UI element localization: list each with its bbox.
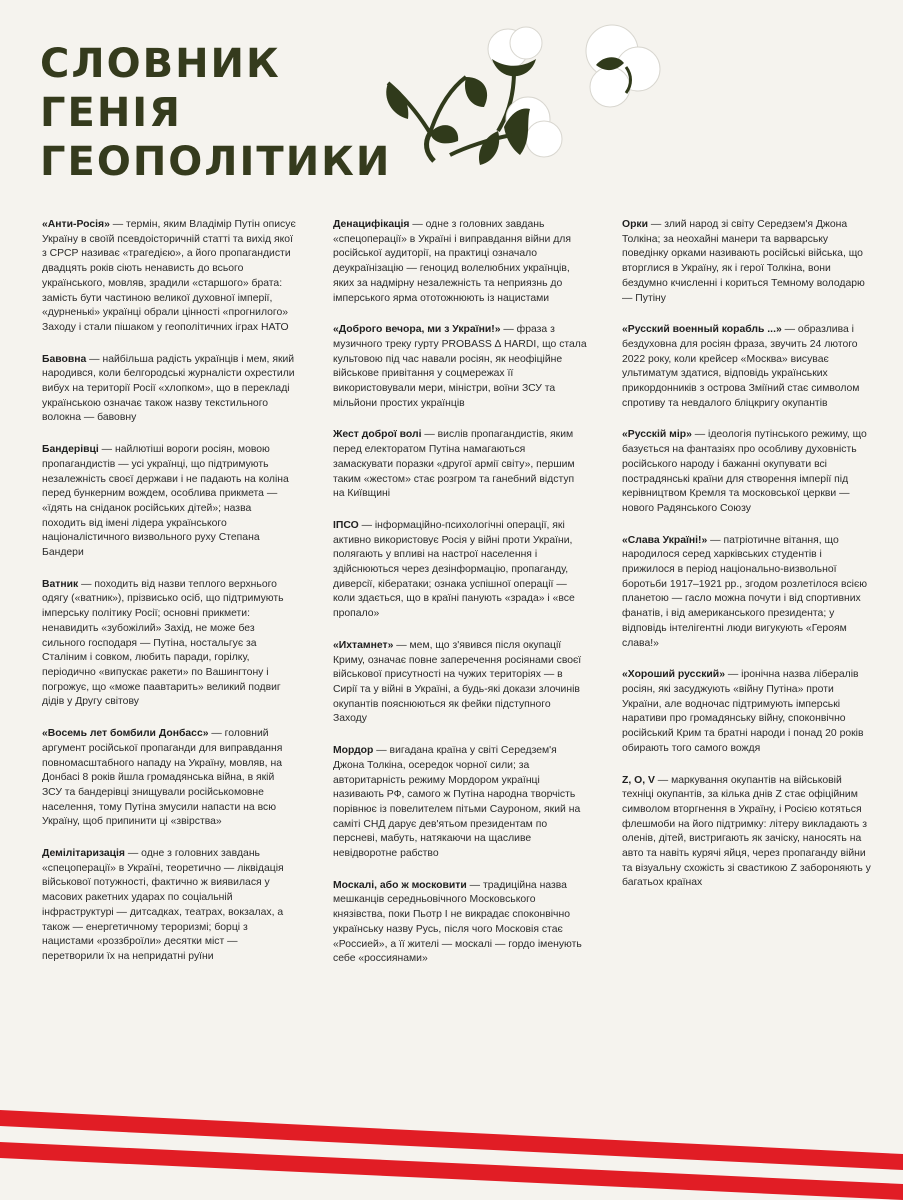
- glossary-entry: [42, 847, 296, 965]
- cotton-branch-left: [386, 77, 487, 161]
- glossary-entry: [42, 578, 296, 710]
- glossary-definition: — термін, яким Владімір Путін описує Україну в своїй псевдоісторичній статті та вихід якої з СРСР називає «трагедією», а його пропагандисти двадцять років сіють ненависть до всього українського, мовляв, зрадили «старшого» брата: замість бути частиною великої духовної імперії, «дурненькі» українці обрали цінності «прогнилого» Заходу і стали пішаком у геополітичних іграх НАТО: [42, 219, 296, 333]
- glossary-entry: [333, 218, 587, 306]
- title-line-1: СЛОВНИК: [40, 41, 281, 87]
- glossary-entry: [42, 727, 296, 830]
- glossary-term: Бавовна: [42, 353, 87, 365]
- glossary-term: «Хороший русский»: [622, 669, 725, 681]
- title-line-2: ГЕНІЯ: [40, 90, 182, 136]
- glossary-definition: — походить від назви теплого верхнього одягу («ватник»), прізвисько осіб, що підтримують імперську політику Росії; основні прикмети: ненавидить «зубожілий» Захід, не може без сильного господаря — Путіна, ностальгує за Сталіним і совком, любить паради, горілку, періодично «випускає ракети» по Вашингтону і погрожує, що «може паавтарить» великий подвиг дідів у Другу світову: [42, 578, 284, 708]
- glossary-definition: — іронічна назва лібералів росіян, які засуджують «війну Путіна» проти України, але водночас підтримують імперські наративи про громадянську війну, споконвічно російський Крим та братні народи і понад 20 років обирають того самого вождя: [622, 669, 864, 754]
- glossary-entry: [333, 428, 587, 502]
- glossary-term: Москалі, або ж московити: [333, 879, 467, 891]
- glossary-term: Ватник: [42, 578, 79, 590]
- glossary-term: Бандерівці: [42, 444, 99, 456]
- glossary-entry: [622, 323, 876, 411]
- glossary-term: Z, O, V: [622, 774, 655, 786]
- glossary-definition: — ідеологія путінського режиму, що базується на фантазіях про особливу духовність російського народу і бажанні окупувати всі пострадянські країни для створення імперії під керівництвом Кремля та московської церкви — нового Радянського Союзу: [622, 429, 867, 514]
- glossary-term: Орки: [622, 219, 649, 230]
- glossary-entry: [333, 323, 587, 411]
- cotton-boll-lower: [450, 97, 562, 157]
- red-stripes: [0, 1080, 903, 1200]
- glossary-definition: — традиційна назва мешканців середньовічного Московського князівства, поки Пьотр I не викрадає споконвічно українську назву Русь, після чого Московія стає «Россией», а її жителі — москалі — гордо іменують себе «россиянами»: [333, 879, 582, 965]
- glossary-definition: — образлива і бездуховна для росіян фраза, звучить 24 лютого 2022 року, коли крейсер «Москва» висуває ультиматум здатися, відповідь українських прикордонників з острова Зміїний стає символом спротиву та невдалого бліцкригу окупантів: [622, 324, 860, 409]
- glossary-term: «Доброго вечора, ми з України!»: [333, 324, 501, 336]
- glossary-definition: — злий народ зі світу Середзем'я Джона Толкіна; за неохайні манери та варварську поведінку орками називають російські війська, що вторглися в Україну, як і герої Толкіна, вони бездумно кчисленні і кориться Темному володарю — Путіну: [622, 219, 865, 304]
- glossary-entry: [333, 519, 587, 622]
- glossary-term: «Анти-Росія»: [42, 219, 110, 230]
- glossary-definition: — одне з головних завдань «спецоперації» в Україні і виправдання війни для російської аудиторії, на практиці означало деукраїнізацію — геноцид волелюбних українців, яких за надмірну незалежність та неприязнь до імперського ярма ототожнюють із нацистами: [333, 219, 571, 304]
- title-line-3: ГЕОПОЛІТИКИ: [40, 139, 392, 185]
- page-title: [40, 40, 391, 187]
- glossary-entry: [333, 639, 587, 727]
- glossary-column-2: [333, 218, 587, 984]
- glossary-term: «Восемь лет бомбили Донбасс»: [42, 728, 209, 740]
- glossary-entry: [42, 353, 296, 427]
- glossary-term: «Ихтамнет»: [333, 639, 394, 651]
- glossary-definition: — вигадана країна у світі Середзем'я Джона Толкіна, осередок чорної сили; за авторитарність режиму Мордором українці називають РФ, самого ж Путіна народна творчість порівнює із повелителем пітьми Сауроном, який на саміті СНД дарує дев'ятьом президентам по персневі, мабуть, натякаючи на щасливе невідворотне рабство: [333, 745, 581, 860]
- glossary-term: «Слава Україні!»: [622, 534, 708, 546]
- glossary-definition: — найлютіші вороги росіян, мовою пропагандистів — усі українці, що підтримують незалежність своєї держави і не падають на коліна перед бункерним вождем, особлива прикмета — «їдять на сніданок російських дітей»; назва походить від імені лідера українського націоналістичного визвольного руху Степана Бандери: [42, 444, 289, 559]
- glossary-entry: [622, 774, 876, 892]
- glossary-entry: [42, 443, 296, 561]
- glossary-entry: [622, 534, 876, 652]
- glossary-entry: [622, 428, 876, 516]
- glossary-definition: — фраза з музичного треку гурту PROBASS ∆ HARDI, що стала культовою під час навали росіян, як неофіційне військове привітання у соцмережах її використовували мери, міністри, воїни ЗСУ та мільйони простих українців: [333, 324, 587, 409]
- glossary-entry: [333, 744, 587, 862]
- glossary-entry: [622, 668, 876, 756]
- glossary-term: ІПСО: [333, 519, 359, 531]
- glossary-definition: — патріотичне вітання, що народилося серед харківських студентів і прижилося в період національно-визвольної боротьби 1917–1921 рр., згодом розлетілося всією планетою — гасло можна почути і від спортивних фанатів, і від американського президента; у відповідь інтелігентні люди вигукують «Героям слава!»: [622, 534, 868, 649]
- glossary-term: Денацифікація: [333, 219, 410, 230]
- glossary-definition: — одне з головних завдань «спецоперації» в Україні, теоретично — ліквідація військової потужності, фактично ж виявилася у масових ракетних ударах по соціальній інфраструктурі — дитсадках, театрах, вокзалах, а також — енергетичному тероризмі; борці з нацистами «роззброїли» десятки міст — перетворили їх на непридатні руїни: [42, 848, 284, 962]
- glossary-column-1: [42, 218, 296, 982]
- glossary-definition: — мем, що з'явився після окупації Криму, означає повне заперечення росіянами своєї військової присутності на чужих територіях — в Сирії та у війні в Україні, а будь-які докази злочинів окупантів пояснюються як фейки підступного Заходу: [333, 639, 582, 725]
- glossary-column-3: [622, 218, 876, 908]
- glossary-entry: [333, 879, 587, 967]
- glossary-term: Демілітаризація: [42, 848, 125, 860]
- glossary-term: Мордор: [333, 745, 374, 757]
- cotton-flower-icon: [380, 15, 680, 185]
- glossary-term: «Русский военный корабль ...»: [622, 324, 782, 336]
- glossary-entry: [622, 218, 876, 306]
- glossary-definition: — маркування окупантів на військовій техніці окупантів, за кілька днів Z стає офіційним символом вторгнення в Україну, і Росією котяться флешмоби на його підтримку: літеру викладають з оленів, дітей, вистригають як зачіску, наносять на авто та навіть курячі яйця, через пропаганду війни та візуальну схожість зі свастикою Z забороняють у багатьох країнах: [622, 774, 871, 889]
- glossary-term: «Русскій мір»: [622, 429, 692, 441]
- glossary-definition: — інформаційно-психологічні операції, які активно використовує Росія у війні проти України, полягають у впливі на настрої населення і здійснюються через дезінформацію, пропаганду, диверсії, кібератаки; ознака успішної операції — коли здається, що в країні панують «зрада» і «все пропало»: [333, 519, 575, 620]
- cotton-boll-right: [586, 25, 660, 107]
- glossary-definition: — вислів пропагандистів, яким перед електоратом Путіна намагаються замаскувати поразки «другої армії світу», першим таким «жестом» стає розгром та ганебний відступ на Київщині: [333, 429, 575, 500]
- glossary-entry: [42, 218, 296, 336]
- glossary-definition: — найбільша радість українців і мем, який народився, коли белгородські журналісти охрестили вибух на території Росії «хлопком», що в перекладі українською означає також назву текстильного волокна — бавовну: [42, 353, 295, 424]
- glossary-definition: — головний аргумент російської пропаганди для виправдання повномасштабного нападу на Україну, мовляв, на Донбасі 8 років йшла громадянська війна, в якій ЗСУ та бандерівці знищували російськомовне населення, тому Путіна змусили напасти на всю Україну, щоб припинити ці «звірства»: [42, 728, 283, 828]
- glossary-term: Жест доброї волі: [333, 429, 422, 441]
